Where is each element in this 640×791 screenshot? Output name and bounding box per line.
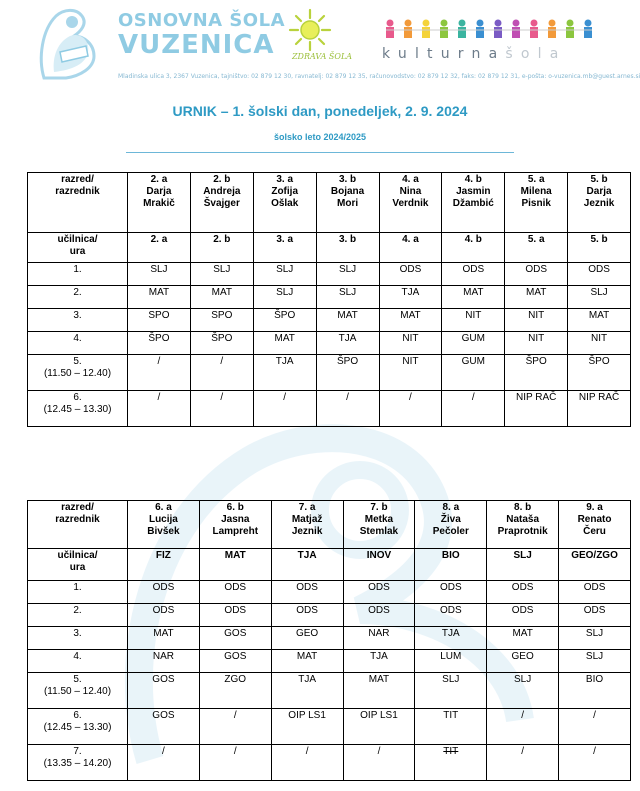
class-name: 7. a [298,502,316,513]
class-header [316,173,379,233]
class-header [343,501,415,549]
hour-number: 3. [73,310,82,321]
teacher-name: Jeznik [583,198,615,209]
room-hour-label [28,549,128,581]
subject-cell: ŠPO [128,332,191,355]
teacher-name: Pečoler [432,526,469,537]
subject-cell: TJA [253,355,316,391]
subject-cell: SPO [128,309,191,332]
subject-cell: GEO [487,650,559,673]
class-teacher-label [28,173,128,233]
subject-cell: MAT [487,627,559,650]
classroom-cell: 3. a [253,233,316,263]
class-name: 2. b [213,174,231,185]
subject-cell: OIP LS1 [271,709,343,745]
subject-cell: ODS [487,604,559,627]
class-name: 2. a [150,174,168,185]
subject-cell: ODS [128,581,200,604]
hour-number: 1. [73,264,82,275]
class-name: 4. a [402,174,419,185]
subject-cell: TJA [415,627,487,650]
subject-cell: SLJ [190,263,253,286]
teacher-name: Švajger [203,198,240,209]
class-header [128,501,200,549]
room-label-line: ura [69,562,86,573]
subject-cell: TJA [379,286,442,309]
hour-cell [28,286,128,309]
subject-cell: SLJ [253,286,316,309]
subject-cell: / [199,745,271,781]
subject-cell: / [487,745,559,781]
teacher-name: Lucija [148,514,178,525]
classroom-cell: SLJ [487,549,559,581]
class-header [568,173,631,233]
hour-number: 4. [73,333,82,344]
class-name: 6. b [226,502,244,513]
classroom-cell: 4. a [379,233,442,263]
subject-cell: / [128,355,191,391]
teacher-name: Jasmin [456,186,491,197]
subject-cell: SLJ [568,286,631,309]
lesson-row [28,745,631,781]
subject-cell: ODS [559,581,631,604]
lesson-row [28,627,631,650]
class-label-line: razred/ [61,502,94,513]
class-name: 9. a [586,502,603,513]
teacher-name: Andreja [203,186,241,197]
classroom-cell: FIZ [128,549,200,581]
teacher-name: Metka [364,514,394,525]
subject-cell: TIT [415,745,487,781]
school-name-line1: OSNOVNA ŠOLA [118,10,286,31]
room-label-line: učilnica/ [57,550,98,561]
header-row-classes [28,501,631,549]
subject-cell: NIT [505,309,568,332]
subject-cell: ODS [568,263,631,286]
subject-cell: ODS [271,604,343,627]
subject-cell: ŠPO [505,355,568,391]
letterhead [0,0,640,95]
subject-cell: ŠPO [190,332,253,355]
hour-cell [28,604,128,627]
teacher-name: Mrakič [143,198,175,209]
kids-chain-icon [382,18,604,44]
subject-cell: NIP RAČ [568,391,631,427]
lesson-row [28,309,631,332]
subject-cell: ODS [505,263,568,286]
subject-cell: / [559,709,631,745]
subject-cell: MAT [379,309,442,332]
teacher-name: Lampreht [212,526,259,537]
subject-cell: / [379,391,442,427]
teacher-name: Verdnik [392,198,429,209]
subject-cell: TJA [343,650,415,673]
room-label-line: ura [69,246,86,257]
teacher-name: Pisnik [521,198,551,209]
teacher-name: Ošlak [271,198,299,209]
class-label-line: razrednik [55,514,100,525]
subject-cell: GOS [199,650,271,673]
subject-cell: / [343,745,415,781]
subject-cell: / [190,355,253,391]
lesson-row [28,650,631,673]
hour-cell [28,332,128,355]
teacher-name: Renato [577,514,612,525]
lesson-row [28,391,631,427]
timetable-lower-grades [27,172,631,427]
teacher-name: Darja [146,186,172,197]
page-title: URNIK – 1. šolski dan, ponedeljek, 2. 9. 2024 [172,103,468,119]
classroom-cell: 2. a [128,233,191,263]
class-header [415,501,487,549]
subject-cell: ODS [415,604,487,627]
subject-cell: ZGO [199,673,271,709]
subject-cell: SLJ [316,263,379,286]
hour-cell [28,391,128,427]
hour-number: 7. [73,746,82,757]
subject-cell: MAT [568,309,631,332]
hour-number: 5. [73,356,82,367]
subject-cell: GOS [128,709,200,745]
subject-cell: SLJ [415,673,487,709]
subject-cell: NIP RAČ [505,391,568,427]
hour-cell [28,709,128,745]
subject-cell: MAT [442,286,505,309]
subject-cell: TIT [415,709,487,745]
school-name [118,12,285,58]
subject-cell: MAT [128,286,191,309]
lesson-row [28,263,631,286]
hour-cell [28,309,128,332]
teacher-name: Bivšek [147,526,180,537]
class-name: 3. a [276,174,294,185]
class-header [487,501,559,549]
subject-cell: ODS [442,263,505,286]
hour-time: (11.50 – 12.40) [43,686,112,697]
hour-number: 2. [73,287,82,298]
class-name: 3. b [338,174,357,185]
subject-cell: ODS [199,604,271,627]
class-header [253,173,316,233]
subject-cell: SLJ [128,263,191,286]
subject-cell: NAR [128,650,200,673]
hour-number: 3. [73,628,82,639]
sun-caption: ZDRAVA ŠOLA [292,52,353,61]
subject-cell: NIT [505,332,568,355]
subject-cell: OIP LS1 [343,709,415,745]
subject-cell: MAT [505,286,568,309]
hour-number: 1. [73,582,82,593]
subject-cell: / [559,745,631,781]
classroom-cell: 5. b [568,233,631,263]
subject-cell: SPO [190,309,253,332]
subject-cell: TJA [316,332,379,355]
hour-cell [28,581,128,604]
subject-cell: SLJ [559,627,631,650]
lesson-row [28,581,631,604]
hour-number: 6. [73,392,82,403]
hour-time: (12.45 – 13.30) [43,722,112,733]
class-header [379,173,442,233]
lesson-row [28,286,631,309]
hour-number: 6. [73,710,82,721]
classroom-cell: 2. b [190,233,253,263]
subject-cell: ODS [199,581,271,604]
school-logo-icon [36,6,106,82]
class-name: 8. b [514,502,532,513]
hour-cell [28,673,128,709]
address-line: Mladinska ulica 3, 2367 Vuzenica, tajništvo: 02 879 12 30, ravnatelj: 02 879 12 35, računovodstvo: 02 879 12 32, faks: 02 879 12 31, e-pošta: o-vuzenica.mb@guest.arnes.si [118,73,640,80]
subject-cell: ODS [343,604,415,627]
subject-cell: MAT [271,650,343,673]
header-row-rooms [28,233,631,263]
room-label-line: učilnica/ [57,234,98,245]
subject-cell: ODS [487,581,559,604]
subject-cell: / [271,745,343,781]
teacher-name: Mori [337,198,359,209]
class-header [199,501,271,549]
class-label-line: razrednik [55,186,100,197]
teacher-name: Džambić [452,198,494,209]
hour-number: 5. [73,674,82,685]
lesson-row [28,673,631,709]
subject-cell: ODS [271,581,343,604]
subject-cell: LUM [415,650,487,673]
teacher-name: Darja [586,186,612,197]
subject-cell: ODS [343,581,415,604]
subject-cell: MAT [316,309,379,332]
class-teacher-label [28,501,128,549]
subject-cell: ODS [379,263,442,286]
hour-cell [28,355,128,391]
subject-cell: / [442,391,505,427]
divider [126,152,514,153]
teacher-name: Stemlak [359,526,399,537]
subject-cell: ŠPO [316,355,379,391]
timetable-upper-grades [27,500,631,781]
subject-cell: / [253,391,316,427]
class-header [190,173,253,233]
teacher-name: Jasna [221,514,250,525]
subject-cell: NIT [379,355,442,391]
hour-cell [28,263,128,286]
kultura-part2: šola [505,46,567,62]
subject-cell: SLJ [559,650,631,673]
kultura-part1: kulturna [382,46,506,62]
subject-cell: MAT [128,627,200,650]
school-name-line2: VUZENICA [118,30,275,60]
hour-cell [28,650,128,673]
class-header [128,173,191,233]
hour-time: (12.45 – 13.30) [43,404,112,415]
hour-cell [28,745,128,781]
hour-number: 4. [73,651,82,662]
subject-cell: SLJ [253,263,316,286]
subject-cell: / [128,391,191,427]
subject-cell: / [128,745,200,781]
subject-cell: / [199,709,271,745]
classroom-cell: INOV [343,549,415,581]
subject-cell: ŠPO [568,355,631,391]
teacher-name: Nina [399,186,422,197]
subject-cell: BIO [559,673,631,709]
subject-cell: GOS [199,627,271,650]
teacher-name: Bojana [330,186,365,197]
teacher-name: Čeru [583,526,606,537]
teacher-name: Milena [520,186,552,197]
header-row-rooms [28,549,631,581]
classroom-cell: BIO [415,549,487,581]
class-name: 5. b [590,174,608,185]
subject-cell: GUM [442,332,505,355]
subject-cell: SLJ [487,673,559,709]
subject-cell: NIT [379,332,442,355]
teacher-name: Zofija [271,186,299,197]
subject-cell: NAR [343,627,415,650]
header-row-classes [28,173,631,233]
lesson-row [28,332,631,355]
classroom-cell: 5. a [505,233,568,263]
classroom-cell: GEO/ZGO [559,549,631,581]
subject-cell: / [316,391,379,427]
classroom-cell: MAT [199,549,271,581]
subject-cell: ODS [415,581,487,604]
subject-cell: / [487,709,559,745]
subject-cell: GUM [442,355,505,391]
class-header [559,501,631,549]
subject-cell: / [190,391,253,427]
hour-cell [28,627,128,650]
hour-number: 2. [73,605,82,616]
room-hour-label [28,233,128,263]
teacher-name: Matjaž [291,514,323,525]
hour-time: (13.35 – 14.20) [43,758,112,769]
classroom-cell: TJA [271,549,343,581]
class-name: 7. b [370,502,388,513]
teacher-name: Praprotnik [497,526,548,537]
subject-cell: ODS [559,604,631,627]
class-name: 6. a [155,502,172,513]
lesson-row [28,709,631,745]
page-subtitle: šolsko leto 2024/2025 [273,132,367,142]
subject-cell: ŠPO [253,309,316,332]
class-label-line: razred/ [61,174,94,185]
subject-cell: GEO [271,627,343,650]
teacher-name: Jeznik [291,526,323,537]
subject-cell: NIT [442,309,505,332]
lesson-row [28,355,631,391]
class-header [271,501,343,549]
subject-cell: GOS [128,673,200,709]
class-name: 8. a [442,502,460,513]
class-header [442,173,505,233]
subject-cell: ODS [128,604,200,627]
classroom-cell: 4. b [442,233,505,263]
subject-cell: SLJ [316,286,379,309]
subject-cell: MAT [343,673,415,709]
class-name: 4. b [464,174,482,185]
classroom-cell: 3. b [316,233,379,263]
subject-cell: MAT [190,286,253,309]
lesson-row [28,604,631,627]
teacher-name: Nataša [506,514,540,525]
class-header [505,173,568,233]
subject-cell: MAT [253,332,316,355]
subject-cell: TJA [271,673,343,709]
class-name: 5. a [527,174,545,185]
hour-time: (11.50 – 12.40) [43,368,112,379]
kulturna-sola-logo [382,46,567,62]
subject-cell: NIT [568,332,631,355]
teacher-name: Živa [440,514,461,525]
